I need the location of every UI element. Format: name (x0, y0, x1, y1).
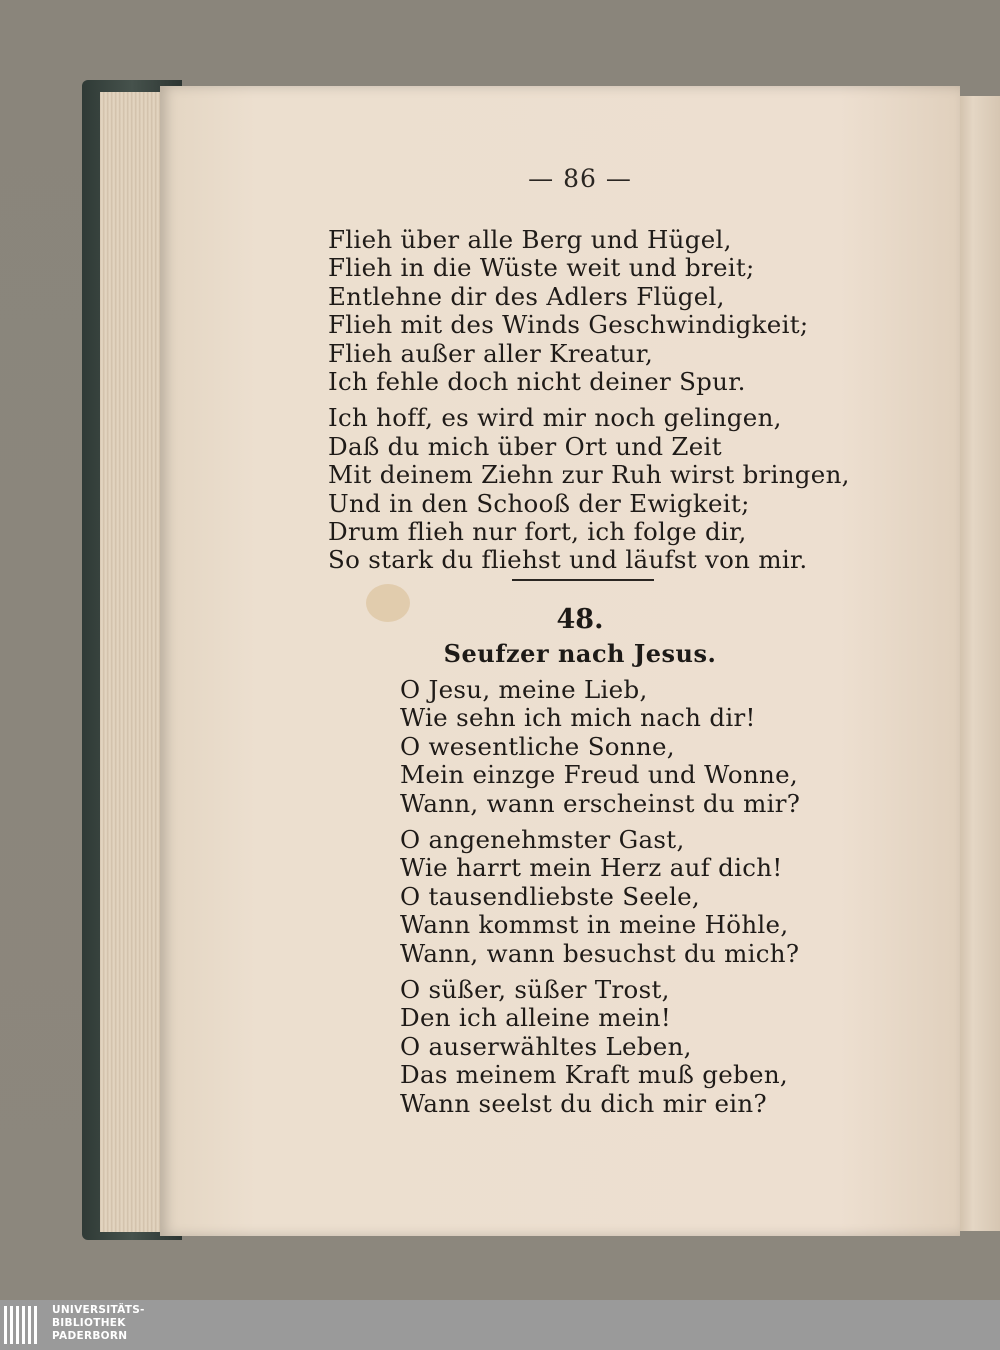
verse-line: Wie harrt mein Herz auf dich! (400, 853, 783, 883)
verse-line: Wann, wann besuchst du mich? (400, 938, 800, 968)
verse-line: Das meinem Kraft muß geben, (400, 1060, 788, 1090)
verse-line: Mein einzge Freud und Wonne, (400, 760, 798, 790)
book-page (160, 86, 960, 1236)
verse-line: O tausendliebste Seele, (400, 881, 701, 911)
stanza (400, 976, 800, 1118)
verse-line: Flieh außer aller Kreatur, (328, 338, 654, 368)
verse-line: Ich fehle doch nicht deiner Spur. (328, 367, 746, 397)
verse-line: Wann, wann erscheinst du mir? (400, 788, 801, 818)
verse-line: Wie sehn ich mich nach dir! (400, 703, 756, 733)
library-footer (0, 1300, 1000, 1350)
poem-continued (328, 226, 850, 575)
verse-line: O wesentliche Sonne, (400, 731, 675, 761)
library-name-line: PADERBORN (52, 1330, 128, 1342)
verse-line: Entlehne dir des Adlers Flügel, (328, 281, 725, 311)
section-divider (512, 579, 654, 581)
verse-line: Mit deinem Ziehn zur Ruh wirst bringen, (328, 460, 850, 490)
verse-line: Und in den Schooß der Ewigkeit; (328, 488, 750, 518)
hymn-number: 48. (556, 604, 604, 635)
verse-line: Wann seelst du dich mir ein? (400, 1088, 767, 1118)
verse-line: O auserwähltes Leben, (400, 1031, 692, 1061)
hymn-title: Seufzer nach Jesus. (443, 639, 717, 668)
page-number: — 86 — (528, 164, 632, 193)
hymn-text (400, 676, 800, 1118)
stanza (400, 676, 800, 818)
paper-stain (366, 584, 410, 622)
library-logo-icon (4, 1306, 40, 1344)
library-name-line: BIBLIOTHEK (52, 1317, 126, 1329)
verse-line: O süßer, süßer Trost, (400, 975, 670, 1005)
verse-line: Flieh über alle Berg und Hügel, (328, 225, 732, 254)
verse-line: Den ich alleine mein! (400, 1003, 672, 1033)
stanza (400, 826, 800, 968)
verse-line: Drum flieh nur fort, ich folge dir, (328, 517, 747, 547)
facing-page-edge (955, 96, 1000, 1231)
stanza (328, 404, 850, 574)
verse-line: Flieh mit des Winds Geschwindigkeit; (328, 310, 809, 340)
verse-line: So stark du fliehst und läufst von mir. (328, 545, 808, 575)
verse-line: O Jesu, meine Lieb, (400, 675, 648, 704)
verse-line: Daß du mich über Ort und Zeit (328, 431, 722, 461)
verse-line: Flieh in die Wüste weit und breit; (328, 253, 755, 283)
stanza (328, 226, 850, 396)
verse-line: Ich hoff, es wird mir noch gelingen, (328, 403, 782, 433)
library-name-line: UNIVERSITÄTS- (52, 1304, 145, 1316)
library-name (52, 1304, 252, 1343)
verse-line: O angenehmster Gast, (400, 825, 685, 855)
verse-line: Wann kommst in meine Höhle, (400, 910, 789, 940)
